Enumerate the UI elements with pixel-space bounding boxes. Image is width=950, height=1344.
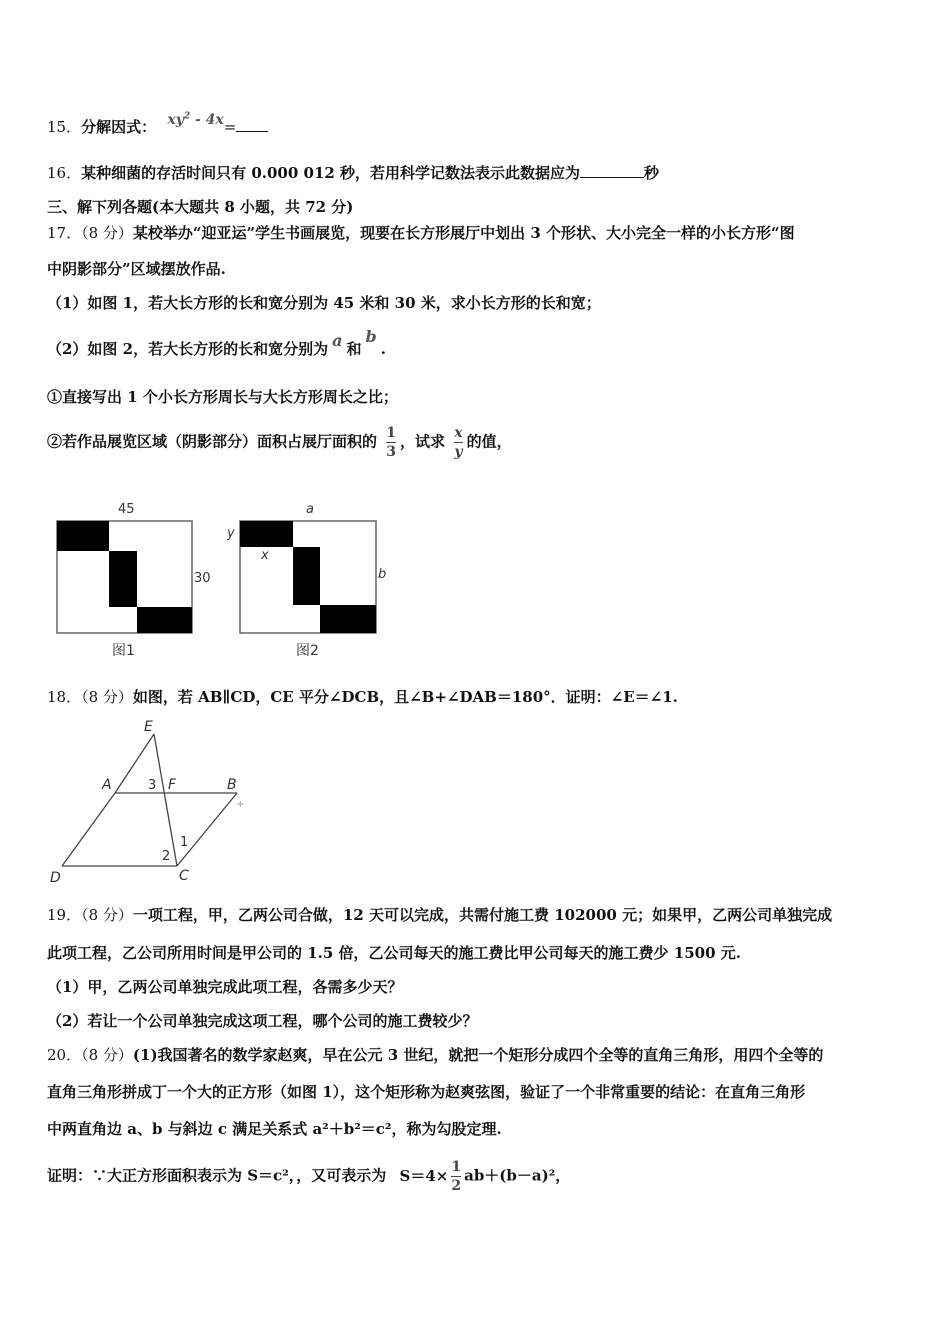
question-sub-2: ②若作品展览区域（阴影部分）面积占展厅面积的 $\frac{1}{3}$ ，试求 $\frac{x}{y}$ 的值， xyxy=(47,425,512,460)
question-number: 17． xyxy=(47,224,82,242)
question-score: （8 分） xyxy=(81,906,133,924)
label-F: F xyxy=(168,777,177,793)
label-E: E xyxy=(144,719,153,735)
fraction-x-over-y: $\frac{x}{y}$ xyxy=(454,425,463,460)
label-angle-2: 2 xyxy=(162,849,171,864)
figure-1 xyxy=(57,502,211,659)
question-text: 分解因式： xyxy=(81,118,157,136)
math-expression: $xy^2 - 4x$ xyxy=(167,111,224,128)
label-C: C xyxy=(179,868,189,884)
question-number: 20． xyxy=(47,1046,82,1064)
label-angle-1: 1 xyxy=(180,835,189,850)
figure-2 xyxy=(226,502,386,659)
question-part-1: （1）如图 1，若大长方形的长和宽分别为 45 米和 30 米，求小长方形的长和宽； xyxy=(47,294,601,312)
question-text-cont-2: 中两直角边 a、b 与斜边 c 满足关系式 a²＋b²＝c²，称为勾股定理. xyxy=(47,1120,502,1138)
answer-blank xyxy=(236,130,268,132)
question-part-2: （2）若让一个公司单独完成这项工程，哪个公司的施工费较少？ xyxy=(47,1012,478,1030)
label-B: B xyxy=(227,777,237,793)
question-score: （8 分） xyxy=(81,224,133,242)
figure-1-width-label: 30 xyxy=(194,571,211,586)
figure-1-caption: 图1 xyxy=(112,643,135,659)
figure-2-caption: 图2 xyxy=(296,643,319,659)
question-text-cont: 中阴影部分”区域摆放作品. xyxy=(47,260,226,278)
question-text: 如图，若 AB∥CD，CE 平分∠DCB，且∠B+∠DAB＝180°．证明：∠E＝∠1. xyxy=(132,688,678,706)
question-15: 15．分解因式： $xy^2 - 4x=$ xyxy=(47,116,268,137)
question-17 xyxy=(47,222,795,243)
figure-2-width-label: b xyxy=(378,567,387,582)
figure-2-length-label: a xyxy=(306,502,314,517)
figure-rectangles xyxy=(40,496,400,666)
label-D: D xyxy=(50,870,61,886)
proof-line: 证明：∵大正方形面积表示为 S＝c²，，又可表示为 S＝4× $\frac{1}{2}$ ab＋(b－a)²， xyxy=(47,1159,571,1194)
variable-a: a xyxy=(332,331,343,350)
plus-mark: + xyxy=(236,799,245,810)
label-angle-3: 3 xyxy=(148,778,157,793)
question-part-2: （2）如图 2，若大长方形的长和宽分别为 a 和b. xyxy=(47,327,386,358)
fraction-one-half: $\frac{1}{2}$ xyxy=(451,1159,462,1194)
question-18 xyxy=(47,686,678,707)
figure-1-length-label: 45 xyxy=(118,502,135,517)
figure-2-y-label: y xyxy=(227,526,235,541)
question-score: （8 分） xyxy=(81,688,133,706)
question-text: 某种细菌的存活时间只有 0.000 012 秒，若用科学记数法表示此数据应为 xyxy=(81,164,581,182)
question-part-1: （1）甲，乙两公司单独完成此项工程，各需多少天？ xyxy=(47,978,403,996)
question-suffix: 秒 xyxy=(644,164,660,182)
label-A: A xyxy=(102,777,112,793)
question-text-cont: 直角三角形拼成丁一个大的正方形（如图 1），这个矩形称为赵爽弦图，验证了一个非常重要的结论：在直角三角形 xyxy=(47,1083,806,1101)
figure-parallelogram xyxy=(40,712,260,888)
question-19 xyxy=(47,904,832,925)
fraction-one-third: $\frac{1}{3}$ xyxy=(386,425,396,460)
figure-2-x-label: x xyxy=(261,548,269,563)
question-number: 19． xyxy=(47,906,82,924)
question-text: 某校举办“迎亚运”学生书画展览，现要在长方形展厅中划出 3 个形状、大小完全一样的小长方形“图 xyxy=(132,224,795,242)
answer-blank xyxy=(580,176,644,178)
question-text: 一项工程，甲，乙两公司合做，12 天可以完成，共需付施工费 102000 元；如果甲，乙两公司单独完成 xyxy=(132,906,833,924)
question-number: 15． xyxy=(47,118,82,136)
question-20 xyxy=(47,1044,823,1065)
question-16 xyxy=(47,162,659,183)
variable-b: b xyxy=(365,327,377,346)
question-text: (1)我国著名的数学家赵爽，早在公元 3 世纪，就把一个矩形分成四个全等的直角三角形，用四个全等的 xyxy=(132,1046,824,1064)
question-text-cont: 此项工程，乙公司所用时间是甲公司的 1.5 倍，乙公司每天的施工费比甲公司每天的施工费少 1500 元. xyxy=(47,944,741,962)
question-sub-1: ①直接写出 1 个小长方形周长与大长方形周长之比； xyxy=(47,388,398,406)
question-score: （8 分） xyxy=(81,1046,133,1064)
question-number: 16． xyxy=(47,164,82,182)
question-number: 18． xyxy=(47,688,82,706)
section-heading: 三、解下列各题(本大题共 8 小题，共 72 分) xyxy=(47,198,354,216)
